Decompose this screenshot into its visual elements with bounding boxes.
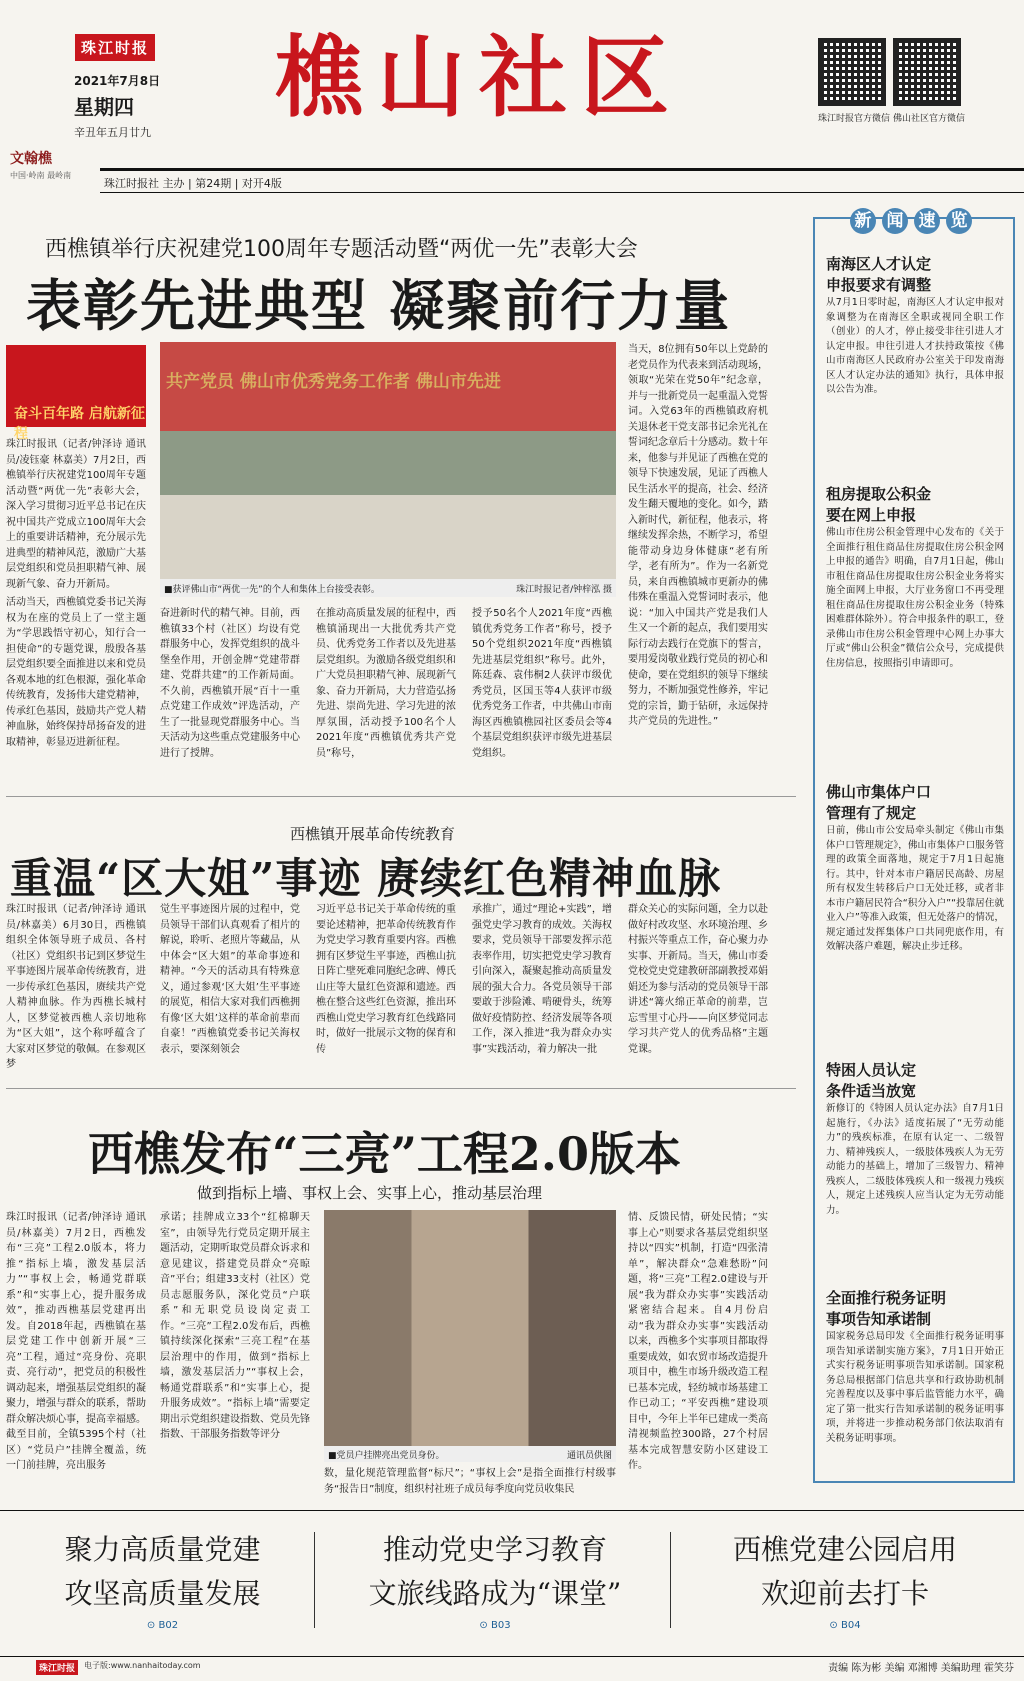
- brief-headline: 条件适当放宽: [826, 1082, 917, 1100]
- culture-logo-title: 文翰樵: [10, 151, 52, 167]
- weekday: 星期四: [74, 95, 134, 119]
- page-number: B02: [158, 1620, 179, 1631]
- epaper-link[interactable]: 电子版:www.nanhaitoday.com: [84, 1661, 201, 1670]
- brief-body: 从7月1日零时起，南海区人才认定申报对象调整为在南海区全职或视同全职工作（创业）的人才，停止接受非往引进人才认定申报。申往引进人才扶持政策按《佛山市南海区人民政府办公室关于印发南海区人才认定办法的通知》执行，具体申报以公告为准。: [826, 297, 1004, 395]
- promo-separator: [670, 1532, 671, 1628]
- culture-logo-sub: 中国·岭南 最岭南: [10, 171, 72, 180]
- story3-subhead: 做到指标上墙、事权上会、实事上心，推动基层治理: [197, 1184, 543, 1202]
- lead-col3: 在推动高质量发展的征程中，西樵镇涌现出一大批优秀共产党员、优秀党务工作者以及先进基层党组织。为激励各级党组织和广大党员担职精气神、展现新气象、奋力开新局，大力营造弘扬先进、崇尚先进、学习先进的浓厚氛围，活动授予100名个人2021年度“西樵镇优秀共产党员”称号，: [316, 608, 456, 759]
- brief-headline: 申报要求有调整: [826, 276, 932, 294]
- masthead-rule: [100, 168, 1024, 171]
- page-number: B03: [490, 1620, 511, 1631]
- promo-line: 攻坚高质量发展: [64, 1577, 261, 1610]
- page-ref[interactable]: ⊙ B04: [829, 1620, 861, 1631]
- story2-col4: 承推广，通过“理论+实践”，增强党史学习教育的成效。关海权要求，党员领导干部要发挥示范表率作用，切实把党史学习教育引向深入，凝聚起推动高质量发展的强大合力。各党员领导干部要敢于涉险滩、啃硬骨头，统筹做好疫情防控、经济发展等各项工作，深入推进“我为群众办实事”实践活动，着力解决一批: [472, 904, 612, 1055]
- page-number: B04: [840, 1620, 861, 1631]
- brief-body: 日前，佛山市公安局牵头制定《佛山市集体户口管理规定》，佛山市集体户口服务管理的政策全面落地，规定于7月1日起施行。其中，针对本市户籍居民高龄、房屋所有权发生转移后户口无处迁移，或者非本市户籍居民符合“积分入户”“投靠居住就业入户”等准入政策，但无处落户的情况，规定通过发挥集体户口共同兜底作用，有效解决落户难题，解决止步迁移。: [826, 825, 1004, 952]
- story2-col1: 珠江时报讯（记者/钟泽诗 通讯员/林嘉美）6月30日，西樵镇组织全体领导班子成员、各村（社区）党组织书记到区梦觉生平事迹图片展革命传统教育，进一步传承红色基因，赓续共产党人精神血脉。作为西樵长城村人，区梦觉被西樵人亲切地称为“区大姐”，这个称呼蕴含了大家对区梦觉的敬佩。在参观区梦: [6, 904, 146, 1070]
- brief-headline: 佛山市集体户口: [826, 783, 932, 801]
- party-emblem-panel: [6, 345, 146, 442]
- photo-credit: 通讯员供图: [566, 1451, 612, 1461]
- promo-b04[interactable]: [690, 1528, 1000, 1636]
- lead-col5: 当天，8位拥有50年以上党龄的老党员作为代表来到活动现场，领取“光荣在党50年”纪念章，并与一批新党员一起重温入党誓词。入党63年的西樵镇政府机关退休老干党支部书记余光礼在誓词纪念章后十分感动。数十年来，他参与并见证了西樵在党的领导下快速发展，见证了西樵人民生活水平的提高，社会、经济发生翻天覆地的变化。如今，踏入新时代，新征程，他表示，将继续发挥余热，不断学习，希望能带动身边身体健康“老有所学，老有所为”。作为一名新党员，来自西樵镇城市更新办的佛伟殊在重温入党誓词时表示，他说：“加入中国共产党是我们人生又一个新的起点，我们要用实际行动去践行在党旗下的誓言，要用爱岗敬业践行党员的初心和使命，要在党组织的领导下继续努力，不断加强党性修养，牢记党的宗旨，勤于钻研，永远保持共产党员的先进性。”: [628, 344, 768, 727]
- promo-separator: [314, 1532, 315, 1628]
- page-ref[interactable]: ⊙ B02: [146, 1620, 179, 1631]
- culture-logo: [10, 148, 94, 194]
- brief-item[interactable]: [826, 484, 1004, 761]
- lead-headline[interactable]: 表彰先进典型 凝聚前行力量: [26, 273, 732, 338]
- promo-line: 欢迎前去打卡: [760, 1577, 929, 1610]
- qr-code-icon[interactable]: [893, 38, 961, 106]
- lead-col4: 授予50名个人2021年度“西樵镇优秀党务工作者”称号，授予50个党组织2021年度“西樵镇先进基层党组织”称号。此外，陈廷森、袁伟桐2人获评市级优秀党员，区国玉等4人获评市级优秀党务工作者，中共佛山市南海区西樵镇樵园社区委员会等4个基层党组织获评市级先进基层党组织。: [472, 608, 612, 759]
- brief-headline: 租房提取公积金: [826, 485, 932, 503]
- promo-b03[interactable]: [330, 1528, 660, 1636]
- brief-headline: 南海区人才认定: [826, 255, 932, 273]
- promo-b02[interactable]: [20, 1528, 305, 1636]
- brief-body: 新修订的《特困人员认定办法》自7月1日起施行，《办法》适度拓展了“无劳动能力”的残疾标准，在原有认定一、二级智力、精神残疾人，一级肢体残疾人为无劳动能力的基础上，增加了三级智力、精神残疾人，二级肢体残疾人和一级视力残疾人，规定上述残疾人应当认定为无劳动能力。: [826, 1103, 1004, 1216]
- photo-caption-text: ■获评佛山市“两优一先”的个人和集体上台接受表彰。: [164, 585, 380, 595]
- editor-credits: 责编 陈为彬 美编 邓湘博 美编助理 霍笑芬: [828, 1663, 1014, 1674]
- red-panel-slogan: 奋斗百年路 启航新征程: [14, 406, 145, 442]
- brief-body: 佛山市住房公积金管理中心发布的《关于全面推行租住商品住房提取住房公积金网上申报的通告》明确，自7月1日起，佛山市租住商品住房提取住房公积金业务将实施全面网上申报，大厅业务窗口不再受理租住商品住房提取住房公积金业务（特殊困难群体除外）。符合申报条件的职工，登录佛山市住房公积金管理中心网上办事大厅或“佛山公积金”微信公众号，完成提供住房信息，按照指引申请即可。: [826, 527, 1004, 669]
- qr-code-icon[interactable]: [818, 38, 886, 106]
- lead-photo[interactable]: [160, 342, 616, 597]
- qr-caption: 佛山社区官方微信: [893, 114, 966, 124]
- story3-headline[interactable]: 西樵发布“三亮”工程2.0版本: [88, 1127, 681, 1181]
- photo-caption: [324, 1446, 616, 1462]
- brief-item[interactable]: [826, 782, 1004, 1039]
- section-divider: [6, 1088, 796, 1089]
- story2-kicker: 西樵镇开展革命传统教育: [290, 825, 456, 843]
- news-brief-title: [850, 208, 972, 234]
- lead-col1: 珠江时报讯（记者/钟泽诗 通讯员/凌钰豪 林嘉美）7月2日，西樵镇举行庆祝建党100周年专题活动暨“两优一先”表彰大会，深入学习贯彻习近平总书记在庆祝中国共产党成立100周年大会上的重要讲话精神，充分展示先进典型的精神风范，激励广大基层党组织和党员担职精气神、展现新气象、奋力开新局。: [6, 439, 146, 590]
- story3-col4: 情、反馈民情，研处民情；“实事上心”则要求各基层党组织坚持以“四实”机制，打造“四张清单”，解决群众“急难愁盼”问题，将“三亮”工程2.0建设与开展“我为群众办实事”实践活动紧密结合起来。自4月份启动“我为群众办实事”实践活动以来，西樵多个实事项目都取得重要成效，如农贸市场改造提升项目中，樵生市场升级改造工程已基本完成，轻纺城市场基建工作已动工；“平安西樵”建设项目中，今年上半年已建成一类高清视频监控300路，27个村居基本完成智慧安防小区建设工作。: [628, 1212, 768, 1471]
- date-block: [74, 72, 160, 140]
- lead-col2: 奋进新时代的精气神。目前，西樵镇33个村（社区）均设有党群服务中心，发挥党组织的战斗堡垒作用，开创金牌“党建带群建、党群共建”的工作新局面。不久前，西樵镇开展“百十一重点党建工作成效”评选活动，产生了一批显现党群服务中心。当天活动为这些重点党建服务中心进行了授牌。: [160, 608, 300, 759]
- photo-banner-text: 共产党员 佛山市优秀党务工作者 佛山市先进: [166, 372, 501, 392]
- title-char: 闻: [882, 208, 908, 234]
- brief-headline: 事项告知承诺制: [826, 1310, 932, 1328]
- masthead-rule-thin: [100, 192, 1024, 193]
- story2-col2: 觉生平事迹图片展的过程中，党员领导干部们认真观看了相片的解说，聆听、老照片等藏品，从中体会“区大姐”的革命事迹和精神。“今天的活动具有特殊意义，通过参观‘区大姐’生平事迹的展览，相信大家对我们西樵拥有像‘区大姐’这样的革命前辈而自豪！”西樵镇党委书记关海权表示，要深刻领会: [160, 904, 300, 1055]
- story3-col2: 承诺；挂牌成立33个“红棉聊天室”，由领导先行党员定期开展主题活动，定期听取党员群众诉求和意见建议，搭建党员群众“亮晾音”平台；组建33支村（社区）党员志愿服务队，深化党员“户联系”和无职党员设岗定责工作。“三亮”工程2.0发布后，西樵镇持续深化探索“三亮工程”在基层治理中的作用，做到“指标上墙，激发基层活力”“事权上会，畅通党群联系”和“实事上心，提升服务成效”。“指标上墙”需要定期出示党组织建设指数、党员先锋指数、干部服务指数等评分: [160, 1212, 310, 1440]
- lead-col1b: 活动当天，西樵镇党委书记关海权为在座的党员上了一堂主题为“学思践悟守初心，知行合一担使命”的专题党课，殷殷各基层党组织要全面推进以来和党员各观本地的红色根源，强化革命传统教育，发扬伟大建党精神，传承红色基因，鼓励共产党人精神血脉，始终保持昂扬奋发的进取精神，彰显迈进新征程。: [6, 597, 146, 748]
- brief-item[interactable]: [826, 1060, 1004, 1262]
- brief-headline: 全面推行税务证明: [826, 1289, 947, 1307]
- brief-headline: 特困人员认定: [826, 1061, 917, 1079]
- promo-line: 推动党史学习教育: [382, 1533, 607, 1566]
- photo-caption: [160, 579, 616, 597]
- story2-col3: 习近平总书记关于革命传统的重要论述精神，把革命传统教育作为党史学习教育重要内容。西樵拥有区梦觉生平事迹，西樵山抗日阵亡壁死难同胞纪念碑、傅氏山庄等大量红色资源和遗迹。西樵在整合这些红色资源，推出环西樵山党史学习教育红色线路同时，做好一批展示文物的保育和传: [316, 904, 456, 1055]
- story3-photo[interactable]: [324, 1210, 616, 1462]
- promo-line: 聚力高质量党建: [64, 1533, 261, 1566]
- flag-title: 樵山社区: [275, 25, 684, 129]
- story3-col3b: 数，量化规范管理监督“标尺”；“事权上会”是指全面推行村级事务“报告日”制度，组织村社班子成员每季度向党员收集民: [324, 1468, 616, 1495]
- paper-badge: 珠江时报: [75, 34, 155, 61]
- promo-line: 文旅线路成为“课堂”: [368, 1577, 622, 1610]
- issue-date: 2021年7月8日: [74, 74, 161, 88]
- brief-item[interactable]: [826, 254, 1004, 456]
- issue-line: 珠江时报社 主办 | 第24期 | 对开4版: [104, 177, 282, 190]
- brief-body: 国家税务总局印发《全面推行税务证明事项告知承诺制实施方案》，7月1日开始正式实行税务证明事项告知承诺制。国家税务总局根据部门信息共享和行政协助机制完善程度以及事中事后监管能力水平，确定了第一批实行告知承诺制的税务证明事项，并将进一步推动税务部门依法取消有关税务证明事项。: [826, 1331, 1004, 1444]
- brief-headline: 管理有了规定: [826, 804, 917, 822]
- lead-kicker: 西樵镇举行庆祝建党100周年专题活动暨“两优一先”表彰大会: [45, 237, 638, 262]
- photo-caption-text: ■党员户挂牌亮出党员身份。: [328, 1451, 445, 1461]
- bottom-badge: 珠江时报: [36, 1660, 78, 1675]
- story2-col5: 群众关心的实际问题，全力以赴做好村改攻坚、水环境治理、乡村振兴等重点工作，奋心聚力办实事、开新局。当天，佛山市委党校党史党建教研部副教授邓娟娟还为参与活动的党员领导干部讲述“篝火绵正革命的前辈，岂忘雪里寸心丹——向区梦觉同志学习共产党人的优秀品格”主题党课。: [628, 904, 768, 1055]
- story2-headline[interactable]: 重温“区大姐”事迹 赓续红色精神血脉: [10, 854, 721, 903]
- title-char: 新: [850, 208, 876, 234]
- section-divider: [6, 796, 796, 797]
- brief-headline: 要在网上申报: [826, 506, 917, 524]
- footer-rule: [0, 1510, 1024, 1511]
- bottom-bar: [0, 1656, 1024, 1675]
- lunar-date: 辛丑年五月廿九: [74, 126, 151, 139]
- title-char: 速: [914, 208, 940, 234]
- photo-credit: 珠江时报记者/钟梓泓 摄: [516, 585, 612, 595]
- promo-line: 西樵党建公园启用: [732, 1533, 957, 1566]
- page-ref[interactable]: ⊙ B03: [479, 1620, 511, 1631]
- brief-item[interactable]: [826, 1288, 1004, 1470]
- title-char: 览: [946, 208, 972, 234]
- qr-caption: 珠江时报官方微信: [818, 114, 891, 124]
- story3-col1: 珠江时报讯（记者/钟泽诗 通讯员/林嘉美）7月2日，西樵发布“三亮”工程2.0版本，将力推“指标上墙，激发基层活力”“事权上会，畅通党群联系”和“实事上心，提升服务成效”，推动西樵基层党建再出发。自2018年起，西樵镇在基层党建工作中创新开展“三亮”工程，通过“亮身份、亮职责、亮行动”，把党员的积极性调动起来，增强基层党组织的凝聚力，增强与群众的联系，帮助群众解决烦心事，提高幸福感。截至目前，全镇5395个村（社区）“党员户”挂牌全覆盖，统一门前挂牌，亮出服务: [6, 1212, 146, 1471]
